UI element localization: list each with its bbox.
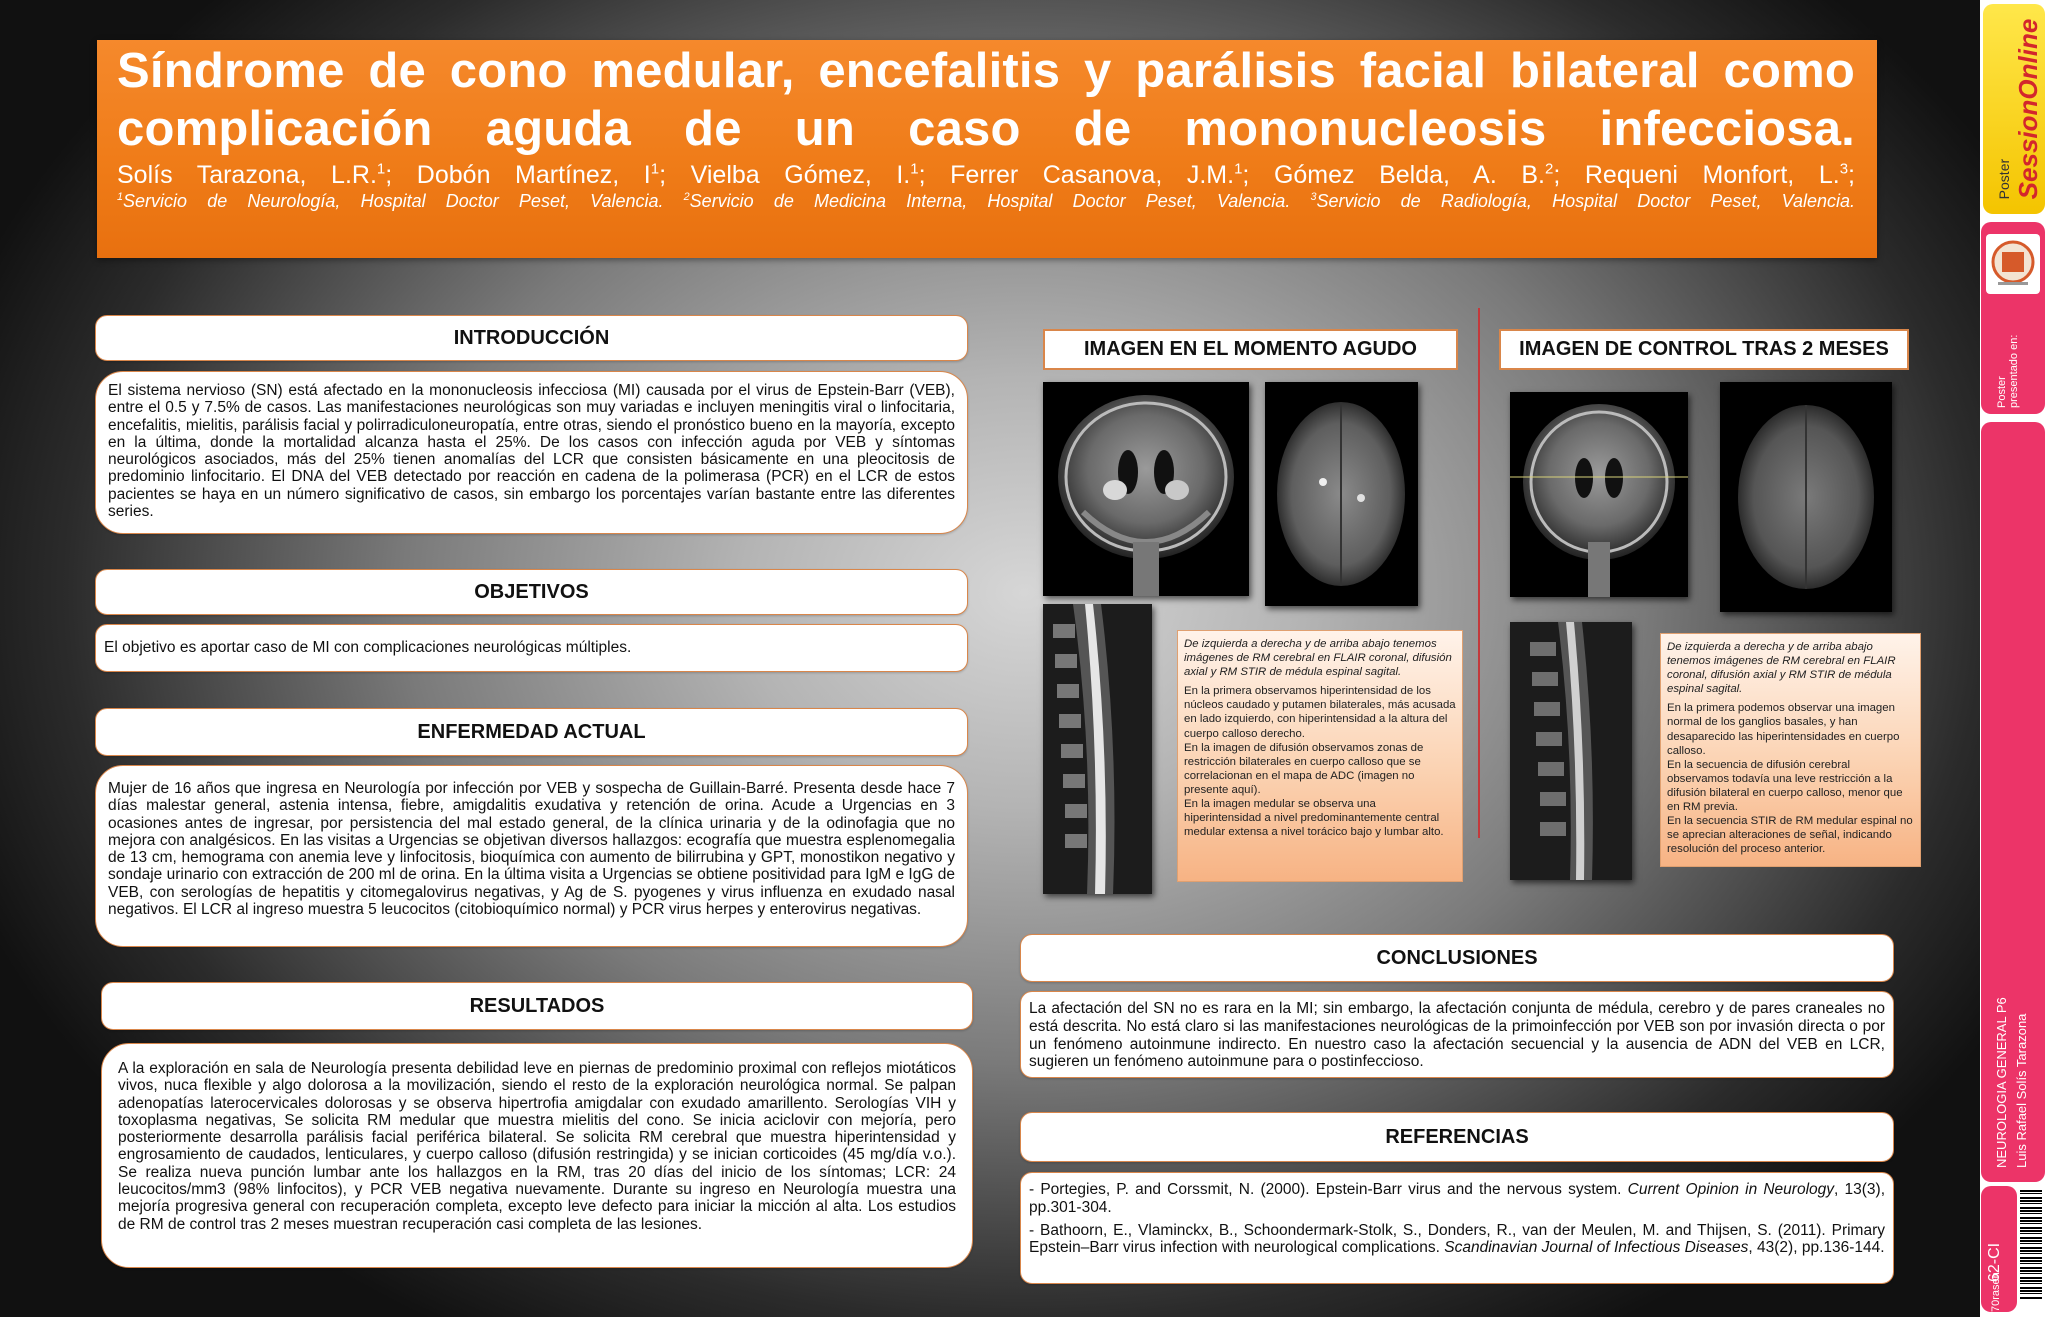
author-label: Luis Rafael Solís Tarazona (2014, 1013, 2029, 1168)
barcode (2020, 1190, 2042, 1300)
affiliation: Servicio de Radiología, Hospital Doctor Peset, Valencia. (1316, 191, 1855, 211)
reference-item: - Portegies, P. and Corssmit, N. (2000). Epstein-Barr virus and the nervous system. Current Opinion in Neurology, 13(3), pp.301-304. (1029, 1181, 1886, 1216)
acute-caption: De izquierda a derecha y de arriba abajo tenemos imágenes de RM cerebral en FLAIR coronal, difusión axial y RM STIR de médula espinal sagital. En la primera observamos hiperintensidad de los núcleos caudado y putamen bilaterales, más acusada en lado izquierdo, con hiperintensidad a la altura del cuerpo calloso derecho. En la imagen de difusión observamos zonas de restricción bilaterales en cuerpo calloso que se correlacionan en el mapa de ADC (imagen no presente aquí). En la imagen medular se observa una hiperintensidad a nivel predominantemente central medular extensa a nivel torácico bajo y lumbar alto. (1177, 630, 1463, 882)
poster-title: Síndrome de cono medular, encefalitis y parálisis facial bilateral como complicación aguda de un caso de mononucleosis infecciosa. (117, 44, 1855, 156)
resultados-body: A la exploración en sala de Neurología presenta debilidad leve en piernas de predominio proximal con reflejos miotáticos vivos, nuca flexible y algo dolorosa a la movilización, siendo el resto de la exploración neurológica normal. Se palpan adenopatías laterocervicales dolorosas y se observa hipertrofia amigdalar con exudado amarillento. Serologías VIH y toxoplasma negativas, Se solicita RM medular que muestra mielitis del cono. Se inicia aciclovir con mejoría, pero posteriormente desarrolla parálisis facial periférica bilateral. Se solicita RM cerebral que muestra hiperintensidad y engrosamiento de caudados, lenticulares, y cuerpo calloso (difusión restringida) y se inician corticoides (45 mg/día v.o.). Se realiza nueva punción lumbar ante los hallazgos en la RM, tras 20 días del inicio de los síntomas; LCR: 24 leucocitos/mm3 (98% linfocitos), y PCR VEB negativa nuevamente. Durante su ingreso en Neurología muestra una mejoría progresiva general con recuperación completa, excepto leve defecto para iniciar la micción al alta. Los estudios de RM de control tras 2 meses muestran recuperación casi completa de las lesiones. (101, 1043, 973, 1268)
author: Gómez Belda, A. B. (1273, 161, 1545, 189)
acute-image-heading: IMAGEN EN EL MOMENTO AGUDO (1043, 329, 1458, 370)
resultados-title: RESULTADOS (101, 982, 973, 1030)
affiliation: Servicio de Neurología, Hospital Doctor Peset, Valencia. (123, 191, 664, 211)
author: Requeni Monfort, L. (1584, 161, 1840, 189)
author-list: Solís Tarazona, L.R.$^1$; Dobón Martínez, $I^1$; Vielba Gómez, I.$^1$; Ferrer Casanova, J.M.$^1$; Gómez Belda, A. B.$^2$; Requeni Monfort, L.$^3$; (117, 160, 1855, 189)
sidebar-category-box (1981, 422, 2045, 1182)
poster-session-online-logo: Poster SessionOnline (1983, 4, 2045, 214)
acute-flair-coronal-image (1043, 382, 1249, 596)
introduccion-title: INTRODUCCIÓN (95, 315, 968, 361)
brand-label: 70rasen (1990, 1272, 2002, 1312)
category-label: NEUROLOGIA GENERAL P6 (1994, 997, 2009, 1168)
author: Ferrer Casanova, J.M. (950, 161, 1235, 189)
enfermedad-title: ENFERMEDAD ACTUAL (95, 708, 968, 756)
presented-label: Poster presentado en: (1996, 334, 2020, 408)
acute-diffusion-axial-image (1265, 382, 1418, 606)
referencias-body (1020, 1172, 1894, 1284)
author: Dobón Martínez, I (416, 161, 651, 189)
author: Solís Tarazona, L.R. (117, 161, 377, 189)
conclusiones-title: CONCLUSIONES (1020, 934, 1894, 982)
control-diffusion-axial-image (1720, 382, 1892, 612)
affiliations: $^1$Servicio de Neurología, Hospital Doctor Peset, Valencia. $^2$Servicio de Medicina Interna, Hospital Doctor Peset, Valencia. $^3$Servicio de Radiología, Hospital Doctor Peset, Valencia. (117, 191, 1855, 211)
referencias-title: REFERENCIAS (1020, 1112, 1894, 1162)
control-stir-spine-image (1510, 622, 1632, 880)
enfermedad-body: Mujer de 16 años que ingresa en Neurología por infección por VEB y sospecha de Guillain-Barré. Presenta desde hace 7 días malestar general, astenia intensa, fiebre, amigdalitis exudativa y retención de orina. Acude a Urgencias en 3 ocasiones antes de ingresar, por persistencia del mal estado general, de la clínica urinaria y de la odinofagia que no mejora con analgésicos. En las visitas a Urgencias se objetivan diversos hallazgos: ecografía que muestra esplenomegalia de 13 cm, hemograma con anemia leve y linfocitosis, bioquímica con aumento de bilirrubina y GPT, monostikon negativo y sondaje urinario con extracción de 200 ml de orina. En la última visita a Urgencias se obtiene positividad para IgM e IgG de VEB, con serologías de hepatitis y citomegalovirus negativas, y Ag de S. pyogenes y virus influenza en exudado nasal negativos. El LCR al ingreso muestra 5 leucocitos (citobioquímico normal) y PCR virus herpes y enterovirus negativas. (95, 765, 968, 947)
congress-logo (1986, 234, 2040, 294)
acute-stir-spine-image (1043, 604, 1152, 894)
column-divider (1478, 308, 1480, 838)
control-flair-coronal-image (1510, 392, 1688, 597)
introduccion-body: El sistema nervioso (SN) está afectado en la mononucleosis infecciosa (MI) causada por el virus de Epstein-Barr (VEB), entre el 0.5 y 7.5% de casos. Las manifestaciones neurológicas son muy variadas e incluyen meningitis viral o linfocitaria, encefalitis, mielitis, parálisis facial y polirradiculoneuropatía, entre otras, siendo el pronóstico bueno en la mayoría, excepto en la última, donde la mortalidad alcanza hasta el 25%. De los casos con infección aguda por VEB y síntomas neurológicos asociados, más del 25% tienen anomalías del LCR que consisten básicamente en una pleocitosis de predominio linfocitario. El DNA del VEB detectado por reacción en cadena de la polimerasa (PCR) en el LCR de estos pacientes se haya en un número significativo de casos, sin embargo los porcentajes varían bastante entre las diferentes series. (95, 371, 968, 534)
reference-item: - Bathoorn, E., Vlaminckx, B., Schoondermark-Stolk, S., Donders, R., van der Meulen, M. and Thijsen, S. (2011). Primary Epstein–Barr virus infection with neurological complications. Scandinavian Journal of Infectious Diseases, 43(2), pp.136-144. (1029, 1221, 1885, 1257)
affiliation: Servicio de Medicina Interna, Hospital Doctor Peset, Valencia. (689, 191, 1291, 211)
objetivos-body: El objetivo es aportar caso de MI con complicaciones neurológicas múltiples. (95, 624, 968, 672)
objetivos-title: OBJETIVOS (95, 569, 968, 615)
poster-code: 62-CI (1986, 1242, 2003, 1282)
poster-header (97, 40, 1877, 258)
conclusiones-body: La afectación del SN no es rara en la MI; sin embargo, la afectación conjunta de médula, cerebro y de pares craneales no está descrita. No está claro si las manifestaciones neurológicas de la primoinfección por VEB son por invasión directa o por un fenómeno autoinmune indirecto. En nuestro caso la afectación secuencial y la ausencia de ADN del VEB en LCR, sugieren un fenómeno autoinmune para o postinfeccioso. (1020, 991, 1894, 1078)
control-caption: De izquierda a derecha y de arriba abajo tenemos imágenes de RM cerebral en FLAIR coronal, difusión axial y RM STIR de médula espinal sagital. En la primera podemos observar una imagen normal de los ganglios basales, y han desaparecido las hiperintensidades en cuerpo calloso. En la secuencia de difusión cerebral observamos todavía una leve restricción a la difusión bilateral en cuerpo calloso, menor que en RM previa. En la secuencia STIR de RM medular espinal no se aprecian alteraciones de señal, indicando resolución del proceso anterior. (1660, 633, 1921, 867)
author: Vielba Gómez, I. (690, 161, 911, 189)
control-image-heading: IMAGEN DE CONTROL TRAS 2 MESES (1499, 329, 1909, 370)
